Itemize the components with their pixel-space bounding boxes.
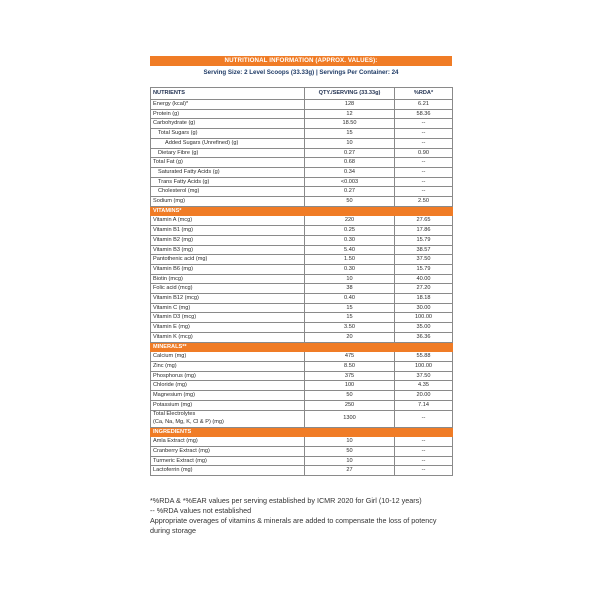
qty-per-serving: 3.50	[305, 323, 395, 333]
rda-percent: --	[395, 138, 453, 148]
nutrient-name: Magnesium (mg)	[151, 391, 305, 401]
section-header-row	[151, 342, 453, 352]
table-row	[151, 158, 453, 168]
rda-percent: --	[395, 410, 453, 427]
serving-info: Serving Size: 2 Level Scoops (33.33g) | Servings Per Container: 24	[203, 69, 399, 76]
nutrition-panel	[150, 56, 452, 476]
nutrition-table	[150, 87, 453, 476]
table-row	[151, 216, 453, 226]
table-row	[151, 129, 453, 139]
nutrient-name: Pantothenic acid (mg)	[151, 255, 305, 265]
nutrient-name: Vitamin E (mg)	[151, 323, 305, 333]
table-row	[151, 381, 453, 391]
nutrient-name: Vitamin D3 (mcg)	[151, 313, 305, 323]
rda-percent: 58.36	[395, 109, 453, 119]
qty-per-serving: 0.27	[305, 187, 395, 197]
table-row	[151, 119, 453, 129]
table-row	[151, 264, 453, 274]
table-row	[151, 323, 453, 333]
rda-percent: 35.00	[395, 323, 453, 333]
rda-percent: 27.65	[395, 216, 453, 226]
nutrient-name: Vitamin K (mcg)	[151, 332, 305, 342]
rda-percent: --	[395, 167, 453, 177]
table-row	[151, 109, 453, 119]
qty-per-serving: 20	[305, 332, 395, 342]
column-header-qty: QTY./SERVING (33.33g)	[305, 88, 395, 100]
rda-percent: 15.79	[395, 264, 453, 274]
qty-per-serving: 10	[305, 274, 395, 284]
table-row	[151, 177, 453, 187]
table-row	[151, 226, 453, 236]
qty-per-serving: 15	[305, 129, 395, 139]
nutrient-name: Folic acid (mcg)	[151, 284, 305, 294]
qty-per-serving: 27	[305, 466, 395, 476]
qty-per-serving: 0.30	[305, 235, 395, 245]
table-row	[151, 197, 453, 207]
table-row	[151, 303, 453, 313]
nutrient-name: Energy (kcal)*	[151, 100, 305, 110]
table-row	[151, 294, 453, 304]
rda-percent: --	[395, 187, 453, 197]
rda-percent: --	[395, 177, 453, 187]
table-row	[151, 167, 453, 177]
table-row	[151, 446, 453, 456]
table-row	[151, 138, 453, 148]
section-header-row	[151, 427, 453, 437]
qty-per-serving: 375	[305, 371, 395, 381]
column-header-nutrients: NUTRIENTS	[151, 88, 305, 100]
rda-percent: 18.18	[395, 294, 453, 304]
qty-per-serving: 0.27	[305, 148, 395, 158]
table-row	[151, 400, 453, 410]
table-row	[151, 437, 453, 447]
table-row	[151, 245, 453, 255]
rda-percent: 40.00	[395, 274, 453, 284]
qty-per-serving: 50	[305, 391, 395, 401]
table-row	[151, 148, 453, 158]
rda-percent: --	[395, 158, 453, 168]
rda-percent: 100.00	[395, 361, 453, 371]
section-header: VITAMINS*	[151, 206, 453, 216]
qty-per-serving: 0.40	[305, 294, 395, 304]
nutrient-name: Cranberry Extract (mg)	[151, 446, 305, 456]
rda-percent: 100.00	[395, 313, 453, 323]
table-row	[151, 466, 453, 476]
rda-percent: 4.35	[395, 381, 453, 391]
qty-per-serving: 10	[305, 437, 395, 447]
rda-percent: --	[395, 456, 453, 466]
qty-per-serving: 18.50	[305, 119, 395, 129]
nutrient-name: Vitamin B2 (mg)	[151, 235, 305, 245]
qty-per-serving: 12	[305, 109, 395, 119]
qty-per-serving: 1.50	[305, 255, 395, 265]
nutrient-name: Amla Extract (mg)	[151, 437, 305, 447]
nutrient-name: Sodium (mg)	[151, 197, 305, 207]
rda-percent: 38.57	[395, 245, 453, 255]
table-row	[151, 313, 453, 323]
nutrient-name: Calcium (mg)	[151, 352, 305, 362]
section-header: INGREDIENTS	[151, 427, 453, 437]
footnote-rda-not-established: -- %RDA values not established	[150, 506, 252, 515]
rda-percent: 55.88	[395, 352, 453, 362]
rda-percent: 2.50	[395, 197, 453, 207]
table-row	[151, 235, 453, 245]
rda-percent: 27.20	[395, 284, 453, 294]
section-header: MINERALS**	[151, 342, 453, 352]
column-header-rda: %RDA*	[395, 88, 453, 100]
table-row	[151, 352, 453, 362]
nutrient-name: Vitamin A (mcg)	[151, 216, 305, 226]
nutrient-name: Vitamin B12 (mcg)	[151, 294, 305, 304]
rda-percent: --	[395, 437, 453, 447]
nutrient-name: Dietary Fibre (g)	[151, 148, 305, 158]
table-row	[151, 410, 453, 427]
nutrient-name: Turmeric Extract (mg)	[151, 456, 305, 466]
rda-percent: 0.90	[395, 148, 453, 158]
nutrient-name: Saturated Fatty Acids (g)	[151, 167, 305, 177]
rda-percent: --	[395, 119, 453, 129]
qty-per-serving: 8.50	[305, 361, 395, 371]
nutrient-name: Vitamin B6 (mg)	[151, 264, 305, 274]
rda-percent: 20.00	[395, 391, 453, 401]
table-row	[151, 361, 453, 371]
rda-percent: 15.79	[395, 235, 453, 245]
table-row	[151, 274, 453, 284]
table-header-row	[151, 88, 453, 100]
qty-per-serving: 15	[305, 313, 395, 323]
nutrient-name-line2: (Ca, Na, Mg, K, Cl & P) (mg)	[153, 418, 224, 425]
rda-percent: 36.36	[395, 332, 453, 342]
rda-percent: 30.00	[395, 303, 453, 313]
nutrient-name: Vitamin B1 (mg)	[151, 226, 305, 236]
rda-percent: 37.50	[395, 255, 453, 265]
nutrient-name: Phosphorus (mg)	[151, 371, 305, 381]
nutrient-name: Total Fat (g)	[151, 158, 305, 168]
table-row	[151, 100, 453, 110]
qty-per-serving: 5.40	[305, 245, 395, 255]
nutrient-name: Added Sugars (Unrefined) (g)	[151, 138, 305, 148]
qty-per-serving: 250	[305, 400, 395, 410]
qty-per-serving: 100	[305, 381, 395, 391]
nutrient-name: Zinc (mg)	[151, 361, 305, 371]
qty-per-serving: 38	[305, 284, 395, 294]
rda-percent: 6.21	[395, 100, 453, 110]
table-row	[151, 187, 453, 197]
nutrient-name: Biotin (mcg)	[151, 274, 305, 284]
rda-percent: --	[395, 129, 453, 139]
nutrient-name: Trans Fatty Acids (g)	[151, 177, 305, 187]
qty-per-serving: 50	[305, 446, 395, 456]
nutrient-name: Potassium (mg)	[151, 400, 305, 410]
nutrient-name: Lactoferrin (mg)	[151, 466, 305, 476]
nutrient-name: Vitamin B3 (mg)	[151, 245, 305, 255]
rda-percent: 7.14	[395, 400, 453, 410]
table-row	[151, 284, 453, 294]
nutrient-name-line1: Total Electrolytes	[153, 411, 196, 418]
qty-per-serving: 0.34	[305, 167, 395, 177]
table-row	[151, 371, 453, 381]
nutrient-name: Carbohydrate (g)	[151, 119, 305, 129]
nutrient-name: Total Sugars (g)	[151, 129, 305, 139]
rda-percent: 37.50	[395, 371, 453, 381]
footnote-rda-source: *%RDA & *%EAR values per serving established by ICMR 2020 for Girl (10-12 years)	[150, 496, 422, 505]
nutrient-name: Vitamin C (mg)	[151, 303, 305, 313]
section-header-row	[151, 206, 453, 216]
nutrient-name: Chloride (mg)	[151, 381, 305, 391]
qty-per-serving: 0.25	[305, 226, 395, 236]
rda-percent: --	[395, 446, 453, 456]
nutrient-name: Cholesterol (mg)	[151, 187, 305, 197]
qty-per-serving: 1300	[305, 410, 395, 427]
rda-percent: --	[395, 466, 453, 476]
rda-percent: 17.86	[395, 226, 453, 236]
nutrient-name: Protein (g)	[151, 109, 305, 119]
nutrient-name	[151, 410, 305, 427]
qty-per-serving: 128	[305, 100, 395, 110]
qty-per-serving: 15	[305, 303, 395, 313]
qty-per-serving: 10	[305, 138, 395, 148]
table-row	[151, 456, 453, 466]
qty-per-serving: <0.003	[305, 177, 395, 187]
table-body	[151, 100, 453, 476]
table-row	[151, 332, 453, 342]
table-row	[151, 255, 453, 265]
qty-per-serving: 10	[305, 456, 395, 466]
qty-per-serving: 475	[305, 352, 395, 362]
qty-per-serving: 0.68	[305, 158, 395, 168]
qty-per-serving: 0.30	[305, 264, 395, 274]
qty-per-serving: 50	[305, 197, 395, 207]
nutrition-title: NUTRITIONAL INFORMATION (APPROX. VALUES):	[150, 56, 452, 66]
footnotes	[150, 496, 456, 536]
qty-per-serving: 220	[305, 216, 395, 226]
footnote-overages: Appropriate overages of vitamins & minerals are added to compensate the loss of potency during storage	[150, 516, 437, 535]
table-row	[151, 391, 453, 401]
